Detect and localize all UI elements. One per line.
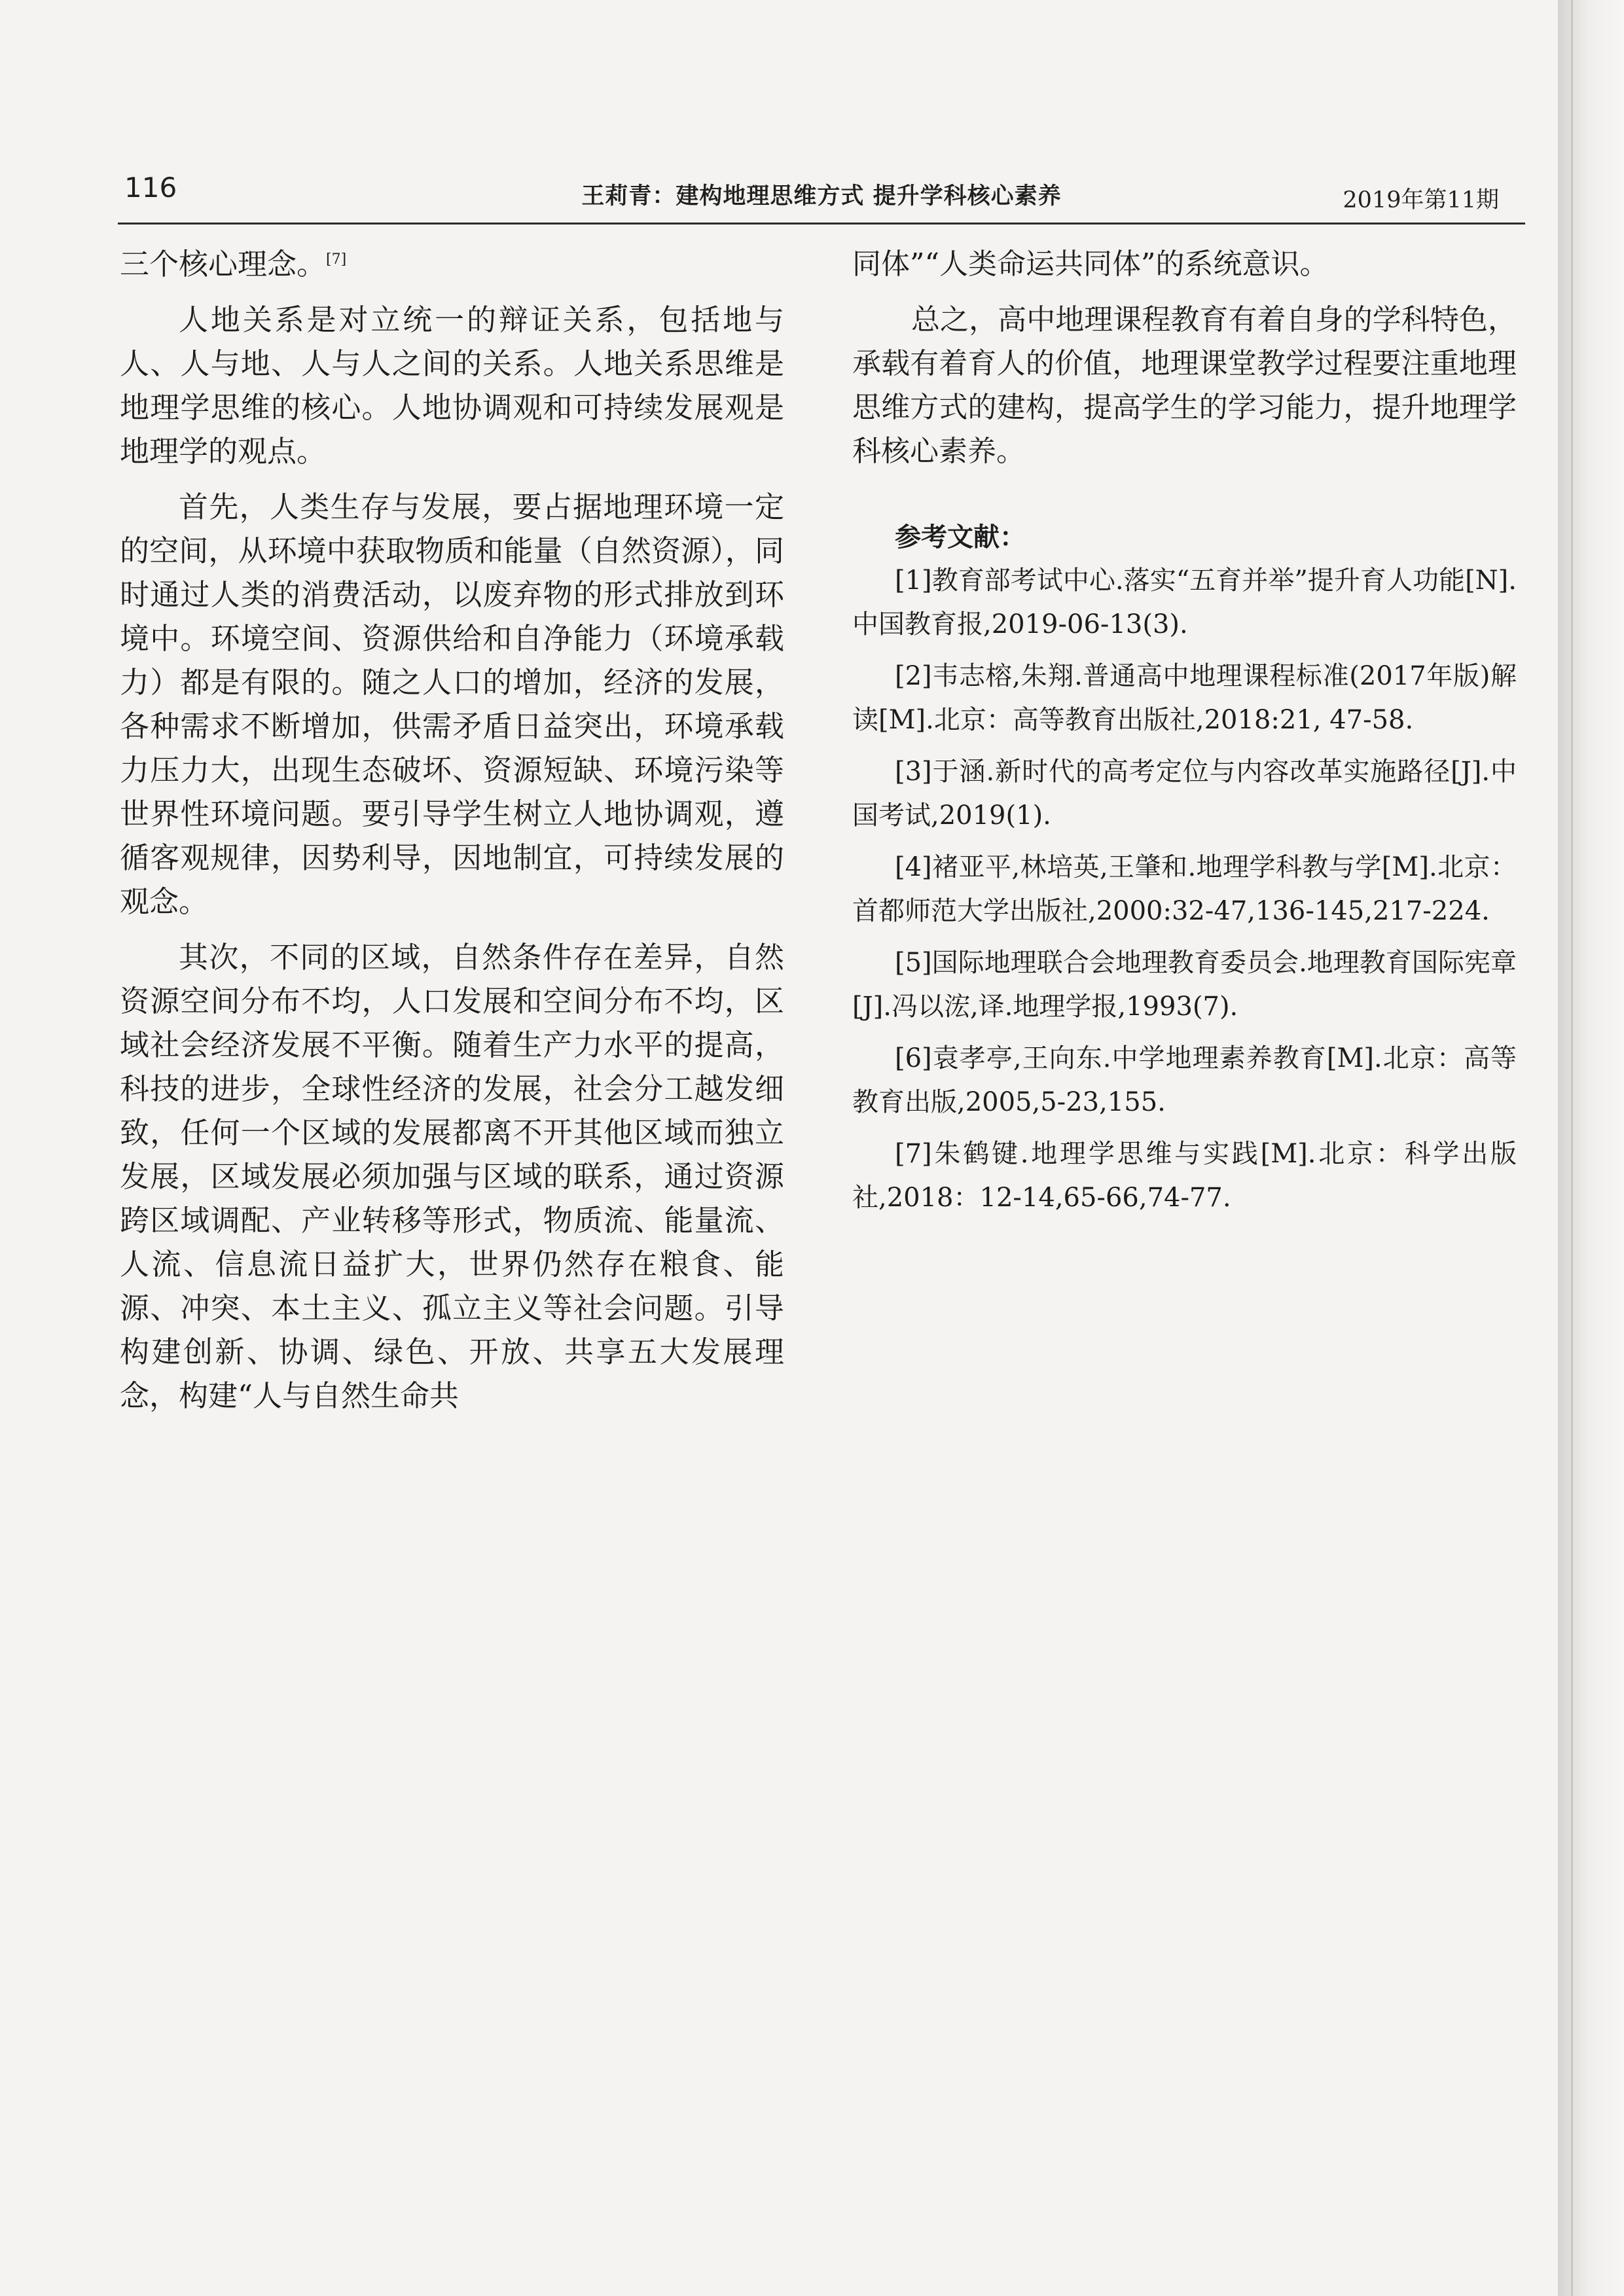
paragraph-text: 三个核心理念。 <box>120 247 327 281</box>
page-number: 116 <box>124 171 177 204</box>
right-column <box>852 242 1517 1228</box>
journal-issue: 2019年第11期 <box>1343 187 1499 213</box>
header-rule <box>118 223 1525 224</box>
paragraph-continuation: 同体”“人类命运共同体”的系统意识。 <box>852 247 1329 281</box>
reference-item-2: [2]韦志榕,朱翔.普通高中地理课程标准(2017年版)解读[M].北京：高等教育出版社,2018:21, 47-58. <box>852 661 1517 735</box>
paragraph-gap <box>120 473 784 485</box>
reference-item-3: [3]于涵.新时代的高考定位与内容改革实施路径[J].中国考试,2019(1). <box>852 757 1517 831</box>
paragraph-gap <box>852 286 1517 298</box>
book-spine-shadow <box>1558 0 1624 2296</box>
paragraph-gap <box>120 924 784 935</box>
running-title: 王莉青：建构地理思维方式 提升学科核心素养 <box>581 183 1062 209</box>
paragraph-second: 其次，不同的区域，自然条件存在差异，自然资源空间分布不均，人口发展和空间分布不均，区域社会经济发展不平衡。随着生产力水平的提高，科技的进步，全球性经济的发展，社会分工越发细致，任何一个区域的发展都离不开其他区域而独立发展，区域发展必须加强与区域的联系，通过资源跨区域调配、产业转移等形式，物质流、能量流、人流、信息流日益扩大，世界仍然存在粮食、能源、冲突、本土主义、孤立主义等社会问题。引导构建创新、协调、绿色、开放、共享五大发展理念，构建“人与自然生命共 <box>120 940 784 1413</box>
references-heading: 参考文献： <box>895 522 1026 552</box>
left-column <box>120 242 784 1418</box>
reference-item-1: [1]教育部考试中心.落实“五育并举”提升育人功能[N].中国教育报,2019-06-13(3). <box>852 565 1517 639</box>
paragraph-conclusion: 总之，高中地理课程教育有着自身的学科特色，承载有着育人的价值，地理课堂教学过程要注重地理思维方式的建构，提高学生的学习能力，提升地理学科核心素养。 <box>852 303 1517 468</box>
paragraph-first: 首先，人类生存与发展，要占据地理环境一定的空间，从环境中获取物质和能量（自然资源），同时通过人类的消费活动，以废弃物的形式排放到环境中。环境空间、资源供给和自净能力（环境承载力）都是有限的。随之人口的增加，经济的发展，各种需求不断增加，供需矛盾日益突出，环境承载力压力大，出现生态破坏、资源短缺、环境污染等世界性环境问题。要引导学生树立人地协调观，遵循客观规律，因势利导，因地制宜，可持续发展的观念。 <box>120 490 784 919</box>
paragraph-continuation <box>120 242 784 286</box>
paragraph-human-land-relation: 人地关系是对立统一的辩证关系，包括地与人、人与地、人与人之间的关系。人地关系思维是地理学思维的核心。人地协调观和可持续发展观是地理学的观点。 <box>120 302 784 469</box>
page-edge-line <box>1571 0 1573 2296</box>
reference-item-4: [4]褚亚平,林培英,王肇和.地理学科教与学[M].北京：首都师范大学出版社,2000:32-47,136-145,217-224. <box>852 852 1517 926</box>
reference-item-5: [5]国际地理联合会地理教育委员会.地理教育国际宪章[J].冯以浤,译.地理学报,1993(7). <box>852 948 1517 1022</box>
citation-marker: [7] <box>326 251 347 268</box>
running-header <box>118 164 1525 216</box>
paragraph-gap <box>120 286 784 298</box>
reference-item-7: [7]朱鹤键.地理学思维与实践[M].北京：科学出版社,2018：12-14,65-66,74-77. <box>852 1139 1517 1213</box>
reference-item-6: [6]袁孝亭,王向东.中学地理素养教育[M].北京：高等教育出版,2005,5-23,155. <box>852 1043 1517 1117</box>
